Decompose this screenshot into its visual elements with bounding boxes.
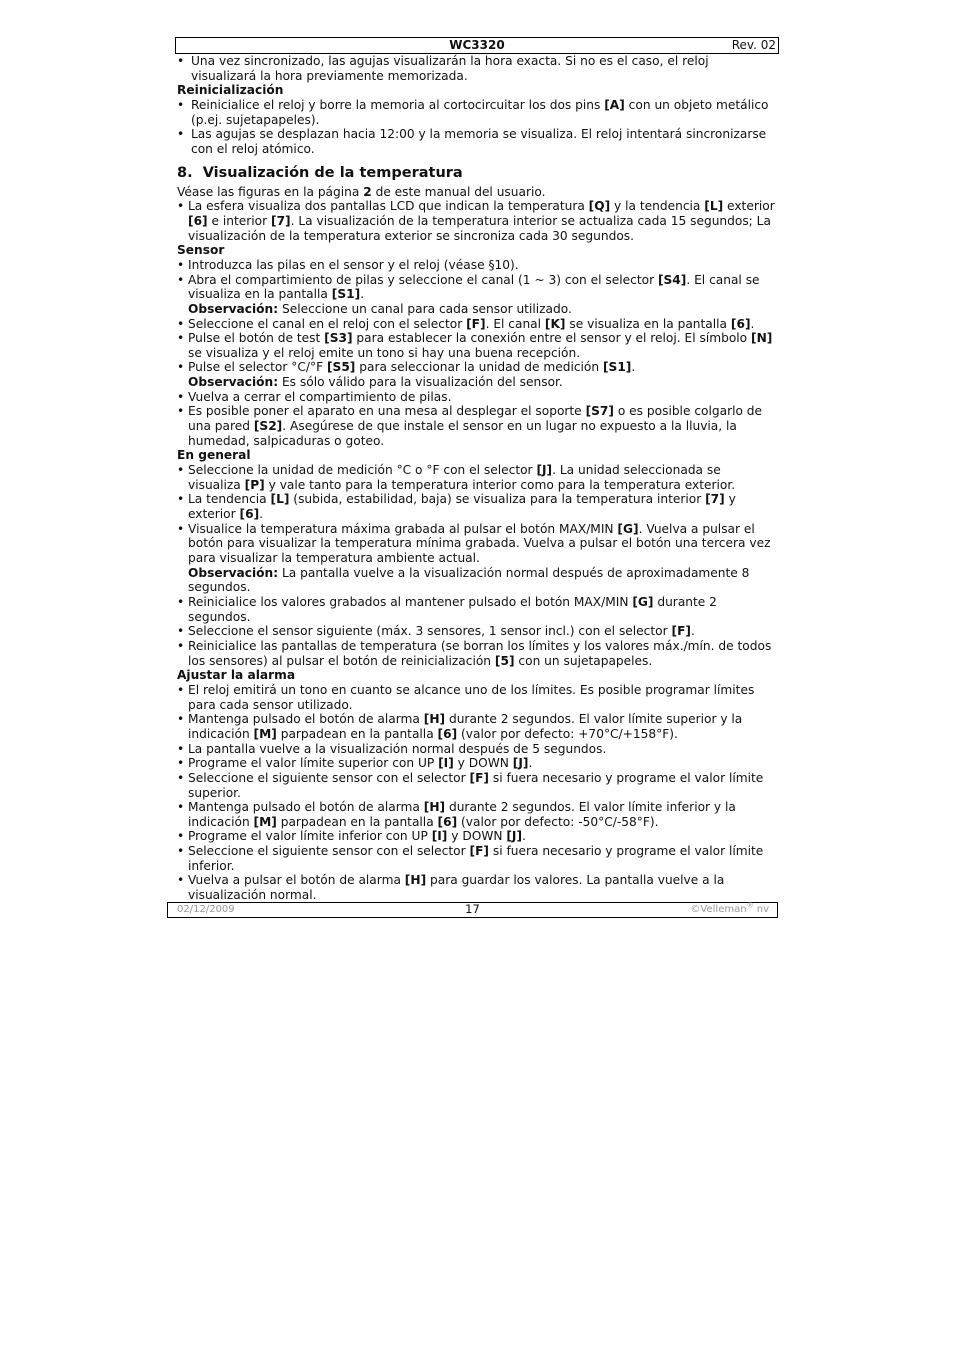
- list-item: • La esfera visualiza dos pantallas LCD que indican la temperatura [Q] y la tendencia [L] exterior [6] e interior [7]. La visualización de la temperatura interior se actualiza cada 15 segundos; La visualización de la temperatura exterior se sincroniza cada 30 segundos.: [177, 199, 777, 243]
- page-footer: [167, 902, 778, 918]
- header-revision: Rev. 02: [731, 38, 776, 52]
- list-item: • Reinicialice las pantallas de temperatura (se borran los límites y los valores máx./mín. de todos los sensores) al pulsar el botón de reinicialización [5] con un sujetapapeles.: [177, 639, 777, 668]
- list-item: • Seleccione el siguiente sensor con el selector [F] si fuera necesario y programe el valor límite inferior.: [177, 844, 777, 873]
- list-item: • Las agujas se desplazan hacia 12:00 y la memoria se visualiza. El reloj intentará sincronizarse con el reloj atómico.: [177, 127, 777, 156]
- list-item: • Reinicialice los valores grabados al mantener pulsado el botón MAX/MIN [G] durante 2 segundos.: [177, 595, 777, 624]
- list-item: • Una vez sincronizado, las agujas visualizarán la hora exacta. Si no es el caso, el reloj visualizará la hora previamente memorizada.: [177, 54, 777, 83]
- list-item: • Seleccione la unidad de medición °C o °F con el selector [J]. La unidad seleccionada se visualiza [P] y vale tanto para la temperatura interior como para la temperatura exterior.: [177, 463, 777, 492]
- list-item: • Vuelva a pulsar el botón de alarma [H] para guardar los valores. La pantalla vuelve a la visualización normal.: [177, 873, 777, 902]
- header-model: WC3320: [449, 38, 505, 52]
- list-item: • Vuelva a cerrar el compartimiento de pilas.: [177, 390, 777, 405]
- note-text: Observación: Seleccione un canal para cada sensor utilizado.: [188, 301, 572, 316]
- note-text: Observación: Es sólo válido para la visualización del sensor.: [188, 375, 563, 390]
- list-item: • Visualice la temperatura máxima grabada al pulsar el botón MAX/MIN [G]. Vuelva a pulsar el botón para visualizar la temperatura mínima grabada. Vuelva a pulsar el botón una tercera vez para visualizar la temperatura ambiente actual.: [177, 522, 777, 566]
- list-item: • Mantenga pulsado el botón de alarma [H] durante 2 segundos. El valor límite inferior y la indicación [M] parpadean en la pantalla [6] (valor por defecto: -50°C/-58°F).: [177, 800, 777, 829]
- list-item: • Reinicialice el reloj y borre la memoria al cortocircuitar los dos pins [A] con un objeto metálico (p.ej. sujetapapeles).: [177, 98, 777, 127]
- note-text: Observación: La pantalla vuelve a la visualización normal después de aproximadamente 8 segundos.: [188, 565, 750, 595]
- list-item: • La pantalla vuelve a la visualización normal después de 5 segundos.: [177, 742, 777, 757]
- list-item: • Introduzca las pilas en el sensor y el reloj (véase §10).: [177, 258, 777, 273]
- page-header: [175, 37, 779, 54]
- list-item: • Seleccione el siguiente sensor con el selector [F] si fuera necesario y programe el valor límite superior.: [177, 771, 777, 800]
- footer-page-number: 17: [465, 902, 480, 916]
- paragraph: Véase las figuras en la página 2 de este manual del usuario.: [177, 184, 546, 199]
- list-item: • Seleccione el sensor siguiente (máx. 3 sensores, 1 sensor incl.) con el selector [F].: [177, 624, 777, 639]
- list-item: • Programe el valor límite superior con UP [I] y DOWN [J].: [177, 756, 777, 771]
- list-item: • Abra el compartimiento de pilas y seleccione el canal (1 ~ 3) con el selector [S4]. El canal se visualiza en la pantalla [S1].: [177, 273, 777, 302]
- footer-date: 02/12/2009: [177, 904, 235, 915]
- list-item: • Pulse el botón de test [S3] para establecer la conexión entre el sensor y el reloj. El símbolo [N] se visualiza y el reloj emite un tono si hay una buena recepción.: [177, 331, 777, 360]
- section-label: Ajustar la alarma: [177, 668, 296, 683]
- list-item: • Programe el valor límite inferior con UP [I] y DOWN [J].: [177, 829, 777, 844]
- section-label: En general: [177, 448, 251, 463]
- list-item: • Pulse el selector °C/°F [S5] para seleccionar la unidad de medición [S1].: [177, 360, 777, 375]
- section-heading: 8. Visualización de la temperatura: [177, 164, 463, 181]
- list-item: • Mantenga pulsado el botón de alarma [H] durante 2 segundos. El valor límite superior y la indicación [M] parpadean en la pantalla [6] (valor por defecto: +70°C/+158°F).: [177, 712, 777, 741]
- list-item: • El reloj emitirá un tono en cuanto se alcance uno de los límites. Es posible programar límites para cada sensor utilizado.: [177, 683, 777, 712]
- section-label: Sensor: [177, 243, 225, 258]
- list-item: • Es posible poner el aparato en una mesa al desplegar el soporte [S7] o es posible colgarlo de una pared [S2]. Asegúrese de que instale el sensor en un lugar no expuesto a la lluvia, la humedad, salpicaduras o goteo.: [177, 404, 777, 448]
- page-content: [177, 54, 777, 903]
- list-item: • Seleccione el canal en el reloj con el selector [F]. El canal [K] se visualiza en la pantalla [6].: [177, 317, 777, 332]
- list-item: • La tendencia [L] (subida, estabilidad, baja) se visualiza para la temperatura interior [7] y exterior [6].: [177, 492, 777, 521]
- footer-copyright: ©Velleman® nv: [690, 901, 769, 915]
- section-label: Reinicialización: [177, 83, 284, 98]
